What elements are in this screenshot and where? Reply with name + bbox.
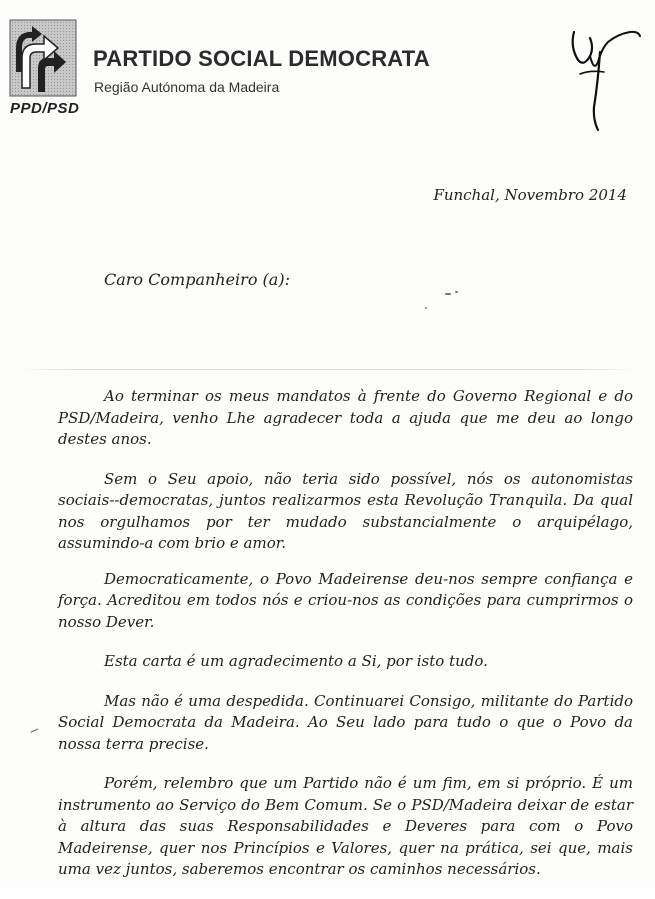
- margin-mark: [31, 728, 40, 735]
- handwritten-signature-icon: [560, 12, 645, 137]
- letter-paragraph: Porém, relembro que um Partido não é um fim, em si próprio. É um instrumento ao Serviço do Bem Comum. Se o PSD/Madeira deixar de estar à altura das suas Responsabilidades e Deveres para com o Povo Madeirense, quer nos Princípios e Valores, quer na prática, sei que, mais uma vez juntos, saberemos encontrar os caminhos necessários.: [58, 774, 633, 878]
- letter-paragraph: Mas não é uma despedida. Continuarei Consigo, militante do Partido Social Democrata da Madeira. Ao Seu lado para tudo o que o Povo da nossa terra precise.: [58, 691, 633, 753]
- letter-date: Funchal, Novembro 2014: [433, 186, 627, 204]
- letter-salutation: Caro Companheiro (a):: [104, 270, 290, 289]
- party-arrow-logo-icon: [8, 18, 78, 98]
- letter-paragraph: Democraticamente, o Povo Madeirense deu-nos sempre confiança e força. Acreditou em todos nós e criou-nos as condições para cumprirmos o nosso Dever.: [58, 569, 633, 631]
- paper-speck: [445, 293, 451, 295]
- logo-caption: PPD/PSD: [10, 100, 80, 117]
- paper-speck: [425, 307, 427, 309]
- paper-speck: [455, 291, 458, 293]
- letter-paragraph: Esta carta é um agradecimento a Si, por isto tudo.: [104, 652, 488, 670]
- letter-paragraph: Ao terminar os meus mandatos à frente do Governo Regional e do PSD/Madeira, venho Lhe agradecer toda a ajuda que me deu ao longo destes anos.: [58, 387, 633, 448]
- letter-paragraph: Sem o Seu apoio, não teria sido possível, nós os autonomistas sociais--democratas, juntos realizarmos esta Revolução Tranquila. Da qual nos orgulhamos por ter mudado substancialmente o arquipélago, assumindo-a com brio e amor.: [58, 469, 633, 552]
- letter-body: [58, 386, 633, 899]
- fold-line: [20, 369, 635, 370]
- organization-name: PARTIDO SOCIAL DEMOCRATA: [93, 46, 430, 71]
- organization-region: Região Autónoma da Madeira: [94, 79, 280, 95]
